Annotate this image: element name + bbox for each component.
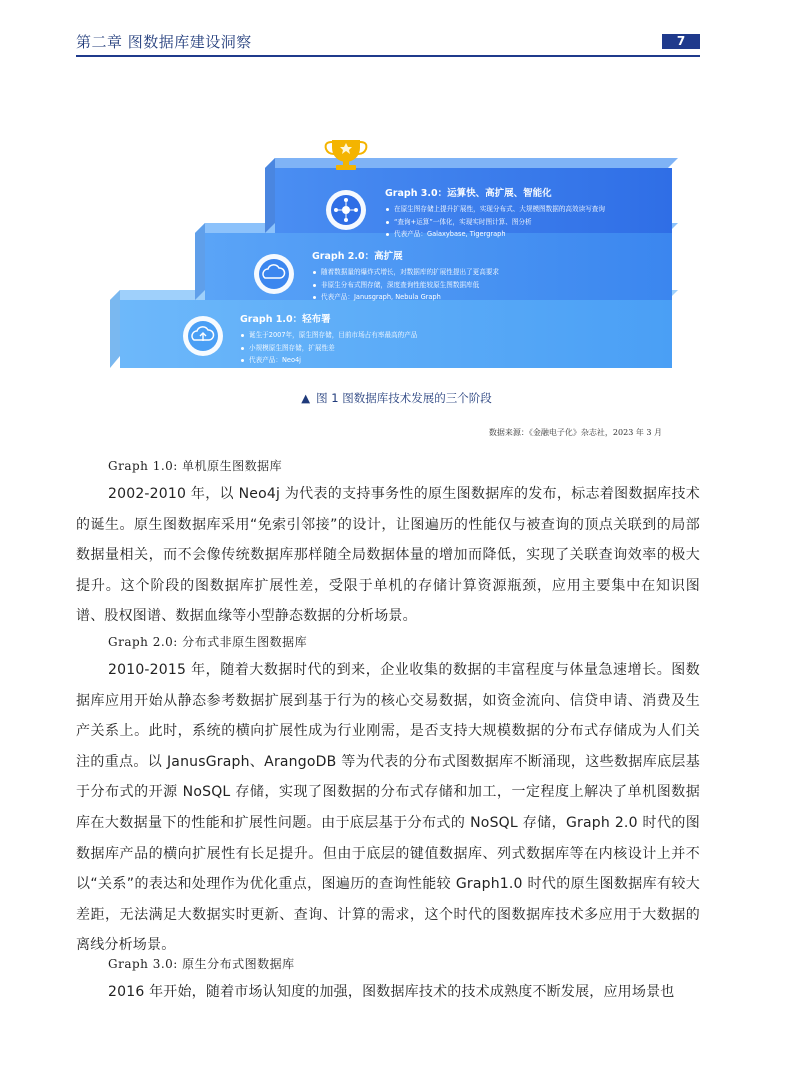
step2-side <box>195 223 205 300</box>
paragraph-graph1: 2002-2010 年，以 Neo4j 为代表的支持事务性的原生图数据库的发布，标志着图数据库技术的诞生。原生图数据库采用“免索引邻接”的设计，让图遍历的性能仅与被查询的顶点关联到的局部数据量相关，而不会像传统数据库那样随全局数据体量的增加而降低，实现了关联查询效率的极大提升。这个阶段的图数据库扩展性差，受限于单机的存储计算资源瓶颈，应用主要集中在知识图谱、股权图谱、数据血缘等小型静态数据的分析场景。 <box>76 486 700 625</box>
page-number-badge: 7 <box>662 34 700 49</box>
header-rule <box>76 55 700 57</box>
cloud-icon-step2 <box>254 254 294 294</box>
step3-title: Graph 3.0：运算快、高扩展、智能化 <box>385 188 552 199</box>
step3-bullet: 代表产品：Galaxybase, Tigergraph <box>385 228 605 241</box>
step1-text <box>240 311 417 367</box>
network-icon <box>326 190 366 230</box>
step3-top <box>265 158 678 168</box>
step3-side <box>265 158 275 233</box>
step3-text <box>385 185 605 241</box>
step1-title: Graph 1.0：轻布署 <box>240 314 331 325</box>
step3-bullet: 在原生图存储上提升扩展性，实现分布式、大规模图数据的高效读写查询 <box>385 203 605 216</box>
staircase-figure <box>100 130 700 380</box>
step1-bullet: 代表产品：Neo4j <box>240 354 417 367</box>
caption-text: 图 1 图数据库技术发展的三个阶段 <box>316 391 492 405</box>
cloud-upload-icon-step1 <box>183 316 223 356</box>
figure-source: 数据来源：《金融电子化》杂志社，2023 年 3 月 <box>488 428 662 437</box>
step2-title: Graph 2.0：高扩展 <box>312 251 403 262</box>
section-heading-graph2: Graph 2.0: 分布式非原生图数据库 <box>108 635 308 649</box>
step3-bullet: “查询+运算”一体化，实现实时图计算、图分析 <box>385 216 605 229</box>
step2-bullet: 非原生分布式图存储，深度查询性能较原生图数据库低 <box>312 279 499 292</box>
section-heading-graph1: Graph 1.0: 单机原生图数据库 <box>108 459 283 473</box>
step2-bullet: 代表产品：Janusgraph, Nebula Graph <box>312 291 499 304</box>
step2-bullet: 随着数据量的爆炸式增长，对数据库的扩展性提出了更高要求 <box>312 266 499 279</box>
paragraph-graph2: 2010-2015 年，随着大数据时代的到来，企业收集的数据的丰富程度与体量急速增长。图数据库应用开始从静态参考数据扩展到基于行为的核心交易数据，如资金流向、信贷申请、消费及生产关系上。此时，系统的横向扩展性成为行业刚需，是否支持大规模数据的分布式存储成为人们关注的重点。以 JanusGraph、ArangoDB 等为代表的分布式图数据库不断涌现，这些数据库底层基于分布式的开源 NoSQL 存储，实现了图数据的分布式存储和加工，一定程度上解决了单机图数据库在大数据量下的性能和扩展性问题。由于底层基于分布式的 NoSQL 存储，Graph 2.0 时代的图数据库产品的横向扩展性有长足提升。但由于底层的键值数据库、列式数据库等在内核设计上并不以“关系”的表达和处理作为优化重点，图遍历的查询性能较 Graph1.0 时代的原生图数据库有较大差距，无法满足大数据实时更新、查询、计算的需求，这个时代的图数据库技术多应用于大数据的离线分析场景。 <box>76 662 700 954</box>
paragraph-graph3: 2016 年开始，随着市场认知度的加强，图数据库技术的技术成熟度不断发展，应用场景也 <box>108 984 675 1000</box>
section-heading-graph3: Graph 3.0: 原生分布式图数据库 <box>108 957 295 971</box>
step2-text <box>312 248 499 304</box>
running-header-title: 第二章 图数据库建设洞察 <box>76 33 252 51</box>
step1-side <box>110 290 120 368</box>
step1-bullet: 诞生于2007年，原生图存储，目前市场占有率最高的产品 <box>240 329 417 342</box>
caption-triangle-icon: ▲ <box>301 391 311 405</box>
step1-bullet: 小规模原生图存储，扩展性差 <box>240 342 417 355</box>
figure-caption <box>0 390 793 406</box>
